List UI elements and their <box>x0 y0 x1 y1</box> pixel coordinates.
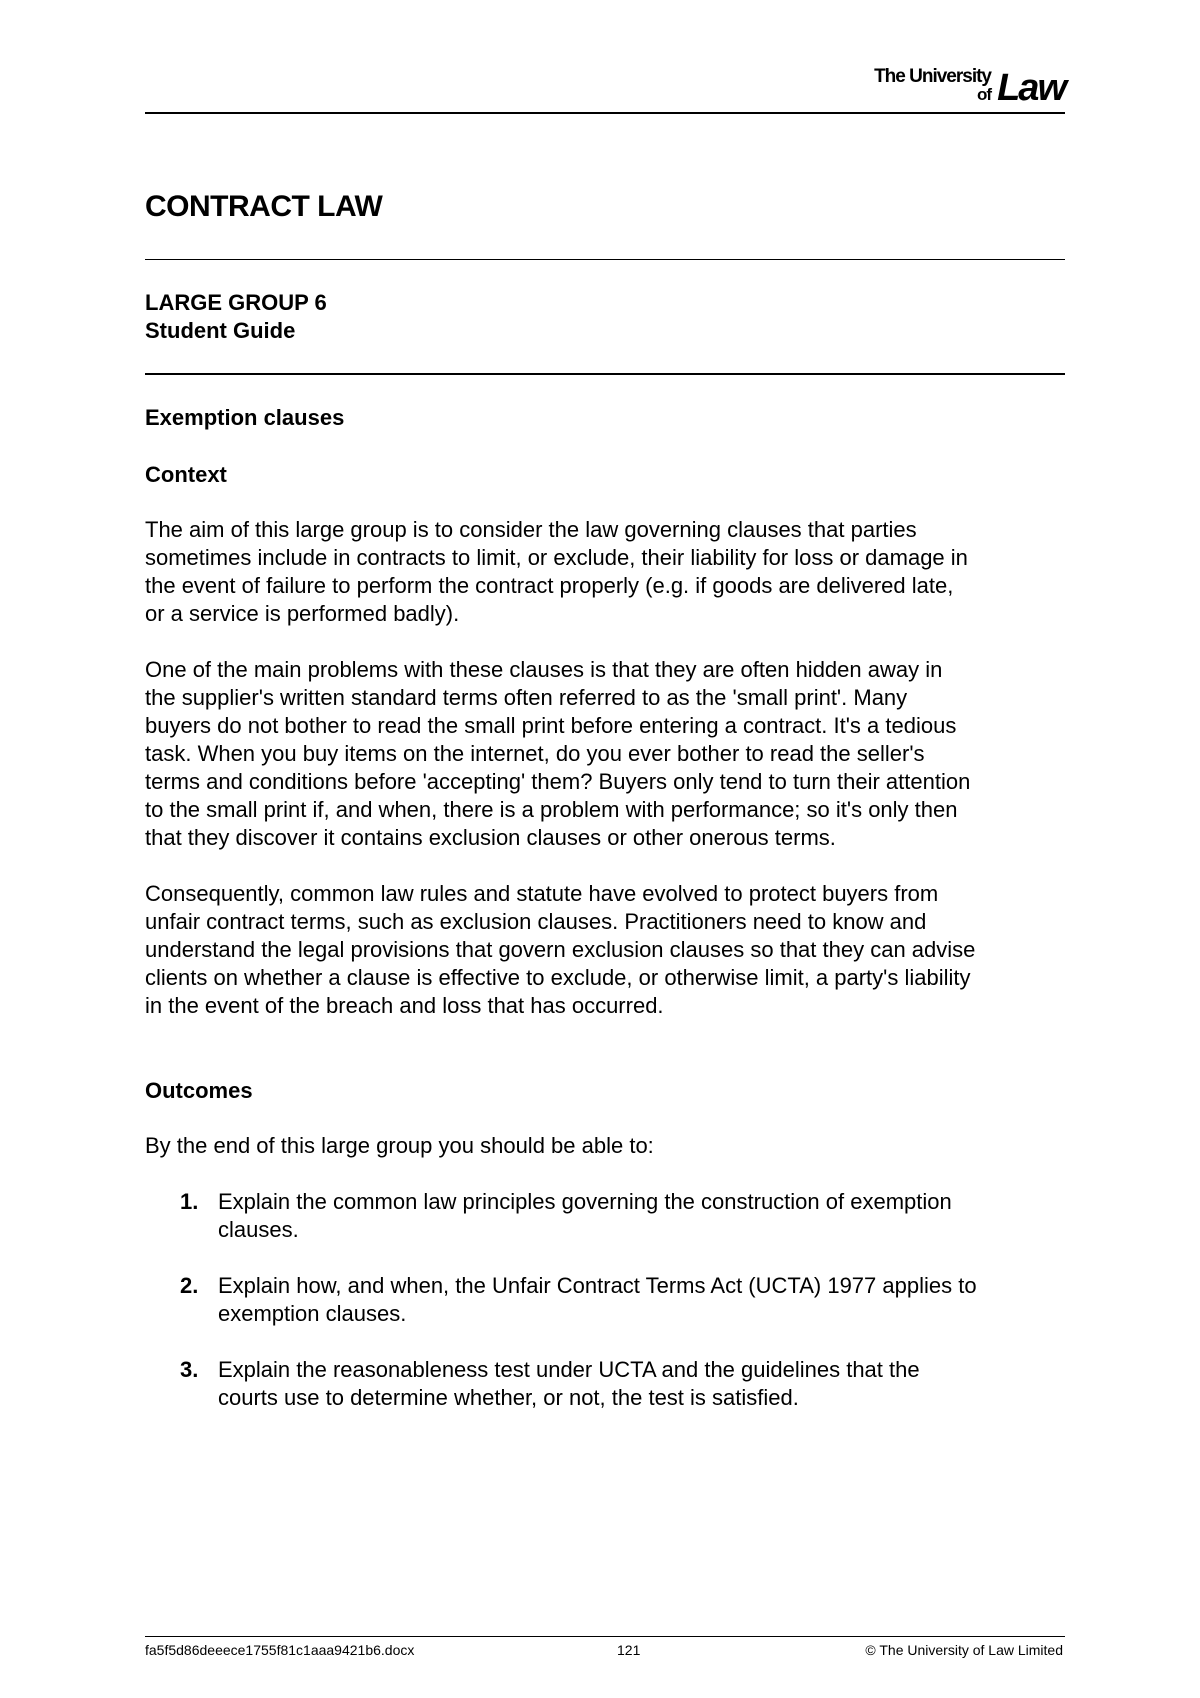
text-line: Explain the reasonableness test under UCTA and the guidelines that the <box>218 1357 920 1382</box>
text-line: clauses. <box>218 1217 299 1242</box>
text-line: Explain the common law principles governing the construction of exemption <box>218 1189 952 1214</box>
outcome-number: 1. <box>180 1189 199 1214</box>
footer-filename: fa5f5d86deeece1755f81c1aaa9421b6.docx <box>145 1642 415 1658</box>
outcome-text <box>218 1356 1098 1412</box>
text-line: buyers do not bother to read the small print before entering a contract. It's a tedious <box>145 713 957 738</box>
text-line: sometimes include in contracts to limit, or exclude, their liability for loss or damage in <box>145 545 968 570</box>
section-heading: Exemption clauses <box>145 405 345 430</box>
context-paragraph-2 <box>145 656 1075 852</box>
subtitle-guide: Student Guide <box>145 318 296 343</box>
subtitle-rule <box>145 373 1065 375</box>
outcome-number: 2. <box>180 1273 199 1298</box>
text-line: clients on whether a clause is effective to exclude, or otherwise limit, a party's liability <box>145 965 971 990</box>
text-line: unfair contract terms, such as exclusion clauses. Practitioners need to know and <box>145 909 927 934</box>
outcome-number: 3. <box>180 1357 199 1382</box>
text-line: Consequently, common law rules and statute have evolved to protect buyers from <box>145 881 939 906</box>
university-of-law-logo <box>855 66 1065 109</box>
context-paragraph-1 <box>145 516 1075 628</box>
page-title: CONTRACT LAW <box>145 190 383 223</box>
text-line: understand the legal provisions that govern exclusion clauses so that they can advise <box>145 937 976 962</box>
footer-copyright: © The University of Law Limited <box>865 1642 1063 1658</box>
logo-line-2: of <box>976 85 991 104</box>
subtitle-group: LARGE GROUP 6 <box>145 290 327 315</box>
text-line: courts use to determine whether, or not, the test is satisfied. <box>218 1385 799 1410</box>
outcome-text <box>218 1272 1098 1328</box>
logo-line-3: Law <box>997 67 1065 109</box>
footer-rule <box>145 1636 1065 1637</box>
text-line: in the event of the breach and loss that has occurred. <box>145 993 664 1018</box>
outcomes-heading: Outcomes <box>145 1078 253 1103</box>
context-heading: Context <box>145 462 227 487</box>
text-line: task. When you buy items on the internet, do you ever bother to read the seller's <box>145 741 925 766</box>
text-line: Explain how, and when, the Unfair Contract Terms Act (UCTA) 1977 applies to <box>218 1273 977 1298</box>
text-line: One of the main problems with these clauses is that they are often hidden away in <box>145 657 943 682</box>
text-line: or a service is performed badly). <box>145 601 460 626</box>
text-line: terms and conditions before 'accepting' them? Buyers only tend to turn their attention <box>145 769 971 794</box>
text-line: to the small print if, and when, there is a problem with performance; so it's only then <box>145 797 958 822</box>
text-line: the event of failure to perform the contract properly (e.g. if goods are delivered late, <box>145 573 954 598</box>
context-paragraph-3 <box>145 880 1075 1020</box>
logo-line-1: The University <box>874 66 991 87</box>
text-line: By the end of this large group you should be able to: <box>145 1133 654 1158</box>
outcomes-intro <box>145 1132 1075 1160</box>
text-line: exemption clauses. <box>218 1301 407 1326</box>
header-rule <box>145 112 1065 114</box>
title-rule <box>145 259 1065 260</box>
text-line: that they discover it contains exclusion clauses or other onerous terms. <box>145 825 836 850</box>
outcome-text <box>218 1188 1098 1244</box>
text-line: the supplier's written standard terms often referred to as the 'small print'. Many <box>145 685 908 710</box>
footer-page-number: 121 <box>617 1642 641 1658</box>
text-line: The aim of this large group is to consider the law governing clauses that parties <box>145 517 917 542</box>
